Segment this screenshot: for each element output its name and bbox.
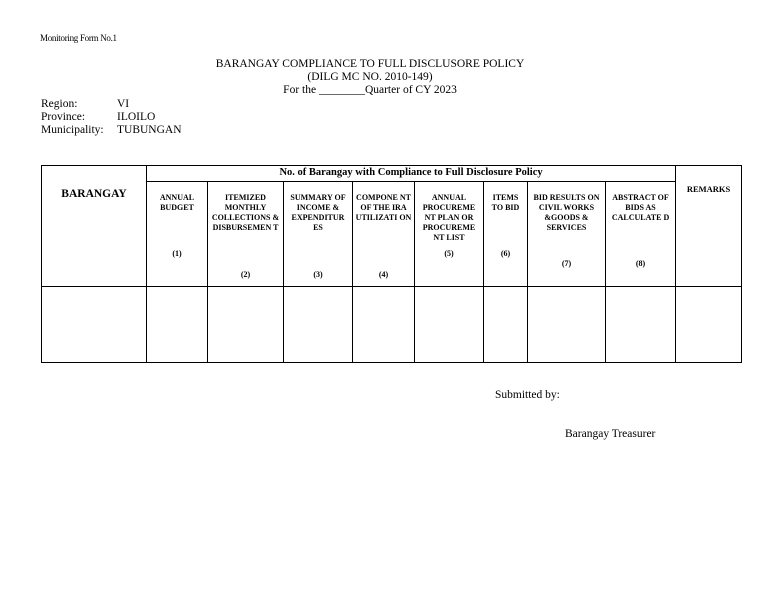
table-cell <box>42 287 147 363</box>
column-number: (1) <box>172 249 182 258</box>
region-value: VI <box>117 98 130 110</box>
column-header <box>484 182 528 287</box>
column-label: ANNUAL BUDGET <box>159 193 195 212</box>
column-header <box>353 182 415 287</box>
compliance-table <box>41 165 742 363</box>
table-cell <box>606 287 676 363</box>
treasurer-label: Barangay Treasurer <box>565 428 656 440</box>
municipality-value: TUBUNGAN <box>117 124 182 136</box>
table-cell <box>147 287 208 363</box>
column-header <box>284 182 353 287</box>
table-cell <box>484 287 528 363</box>
column-number: (7) <box>561 259 572 268</box>
table-cell <box>676 287 742 363</box>
column-header <box>606 182 676 287</box>
column-label: COMPONE NT OF THE IRA UTILIZATI ON <box>355 193 412 222</box>
column-number: (2) <box>240 270 251 279</box>
column-label: SUMMARY OF INCOME & EXPENDITUR ES <box>290 193 346 232</box>
table-cell <box>208 287 284 363</box>
table-cell <box>415 287 484 363</box>
column-number: (4) <box>378 270 389 279</box>
column-label: ANNUAL PROCUREME NT PLAN OR PROCUREME NT LIST <box>422 193 476 242</box>
province-label: Province: <box>41 111 86 123</box>
table-cell <box>353 287 415 363</box>
column-label: ABSTRACT OF BIDS AS CALCULATE D <box>611 193 670 222</box>
barangay-header: BARANGAY <box>42 166 147 287</box>
municipality-label: Municipality: <box>41 124 104 136</box>
submitted-by-label: Submitted by: <box>495 389 560 401</box>
column-number: (5) <box>444 249 454 258</box>
column-label: ITEMS TO BID <box>491 193 520 212</box>
column-header <box>208 182 284 287</box>
region-label: Region: <box>41 98 78 110</box>
form-number: Monitoring Form No.1 <box>40 33 117 43</box>
document-subtitle: (DILG MC NO. 2010-149) <box>307 71 433 83</box>
column-label: BID RESULTS ON CIVIL WORKS &GOODS & SERVICES <box>533 193 600 232</box>
quarter-line: For the ________Quarter of CY 2023 <box>283 84 457 96</box>
column-number: (3) <box>313 270 323 279</box>
column-header <box>415 182 484 287</box>
document-title: BARANGAY COMPLIANCE TO FULL DISCLUSORE POLICY <box>215 58 525 70</box>
column-number: (6) <box>500 249 511 258</box>
table-cell <box>284 287 353 363</box>
column-label: ITEMIZED MONTHLY COLLECTIONS & DISBURSEMEN T <box>211 193 280 232</box>
column-header <box>528 182 606 287</box>
province-value: ILOILO <box>117 111 156 123</box>
table-cell <box>528 287 606 363</box>
column-header <box>147 182 208 287</box>
remarks-header: REMARKS <box>676 166 742 287</box>
column-number: (8) <box>635 259 646 268</box>
table-row <box>42 287 742 363</box>
compliance-header: No. of Barangay with Compliance to Full Disclosure Policy <box>147 166 676 182</box>
